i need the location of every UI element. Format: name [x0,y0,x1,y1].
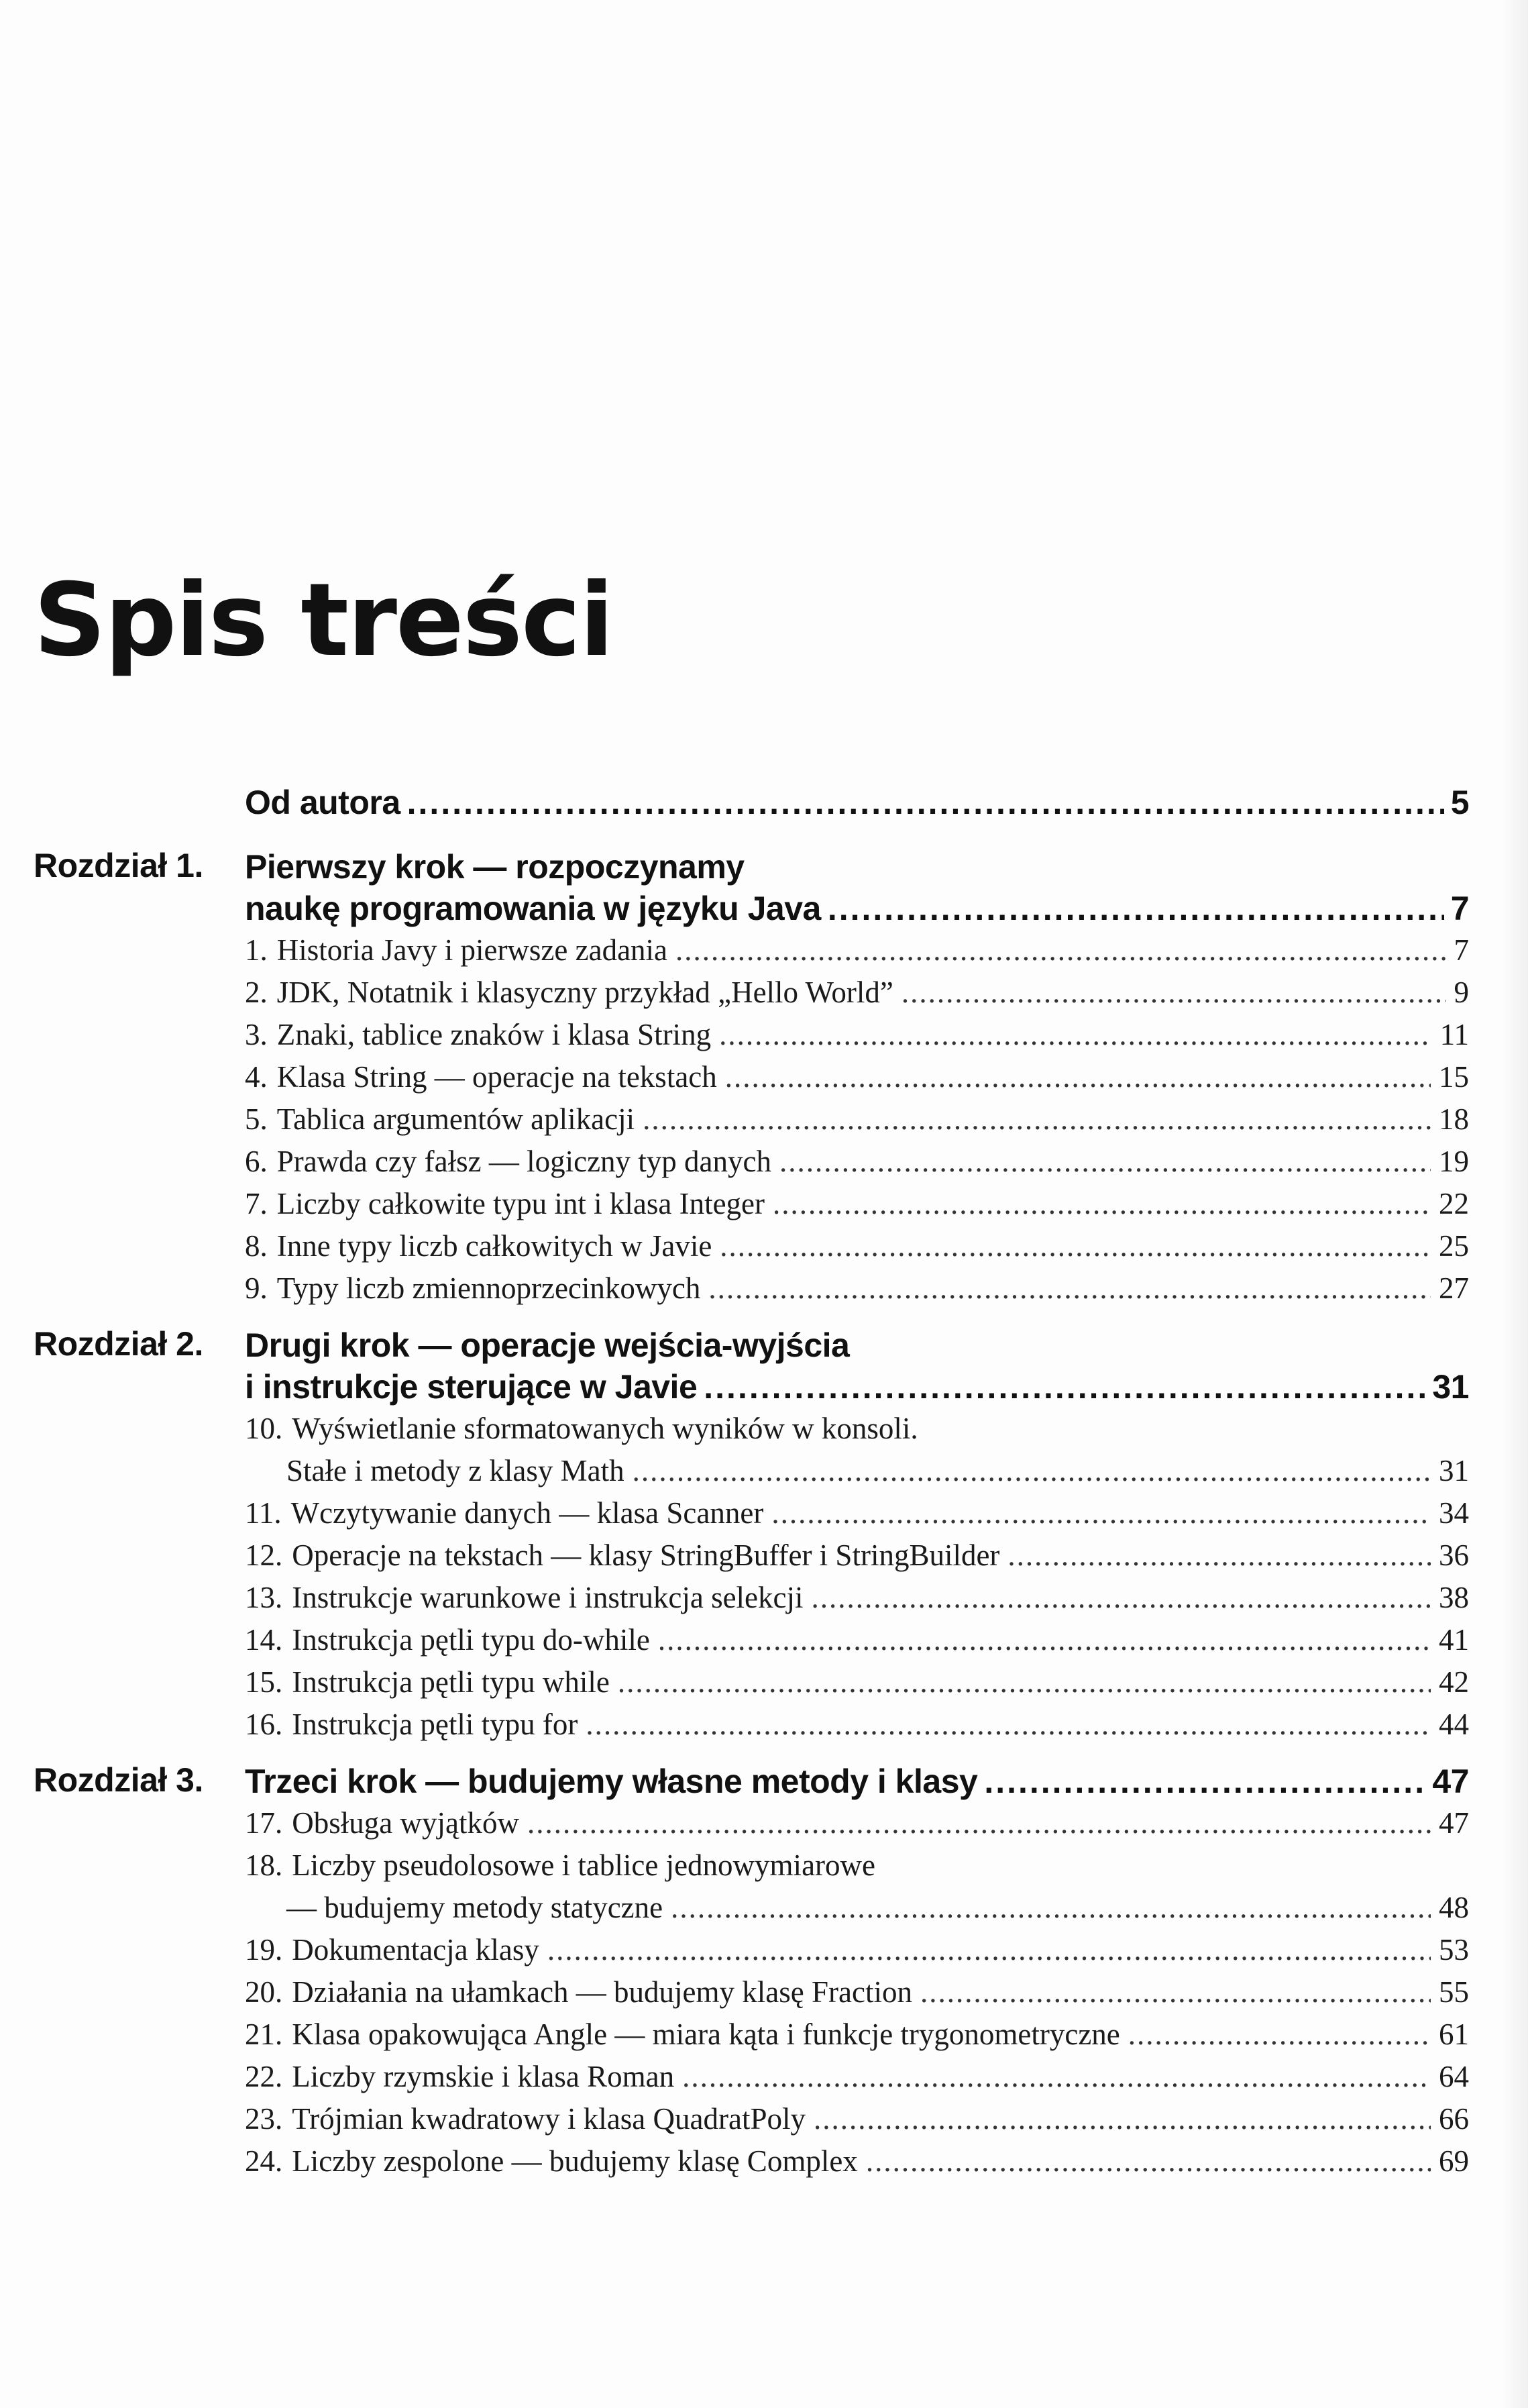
section-title-continued: Stałe i metody z klasy Math [286,1454,624,1487]
leader-dots [658,1619,1431,1661]
section-title: Liczby rzymskie i klasa Roman [292,2060,675,2093]
toc-section-row-continued [27,1887,1469,1929]
section-page: 22 [1439,1187,1469,1220]
section-number: 23. [245,2102,283,2136]
chapter-label: Rozdział 2. [34,1325,203,1363]
section-title: Instrukcje warunkowe i instrukcja selekcji [292,1581,804,1614]
section-page: 42 [1439,1665,1469,1699]
section-title: Obsługa wyjątków [292,1806,519,1840]
chapter-page: 31 [1432,1368,1469,1406]
toc-section-row [245,2140,1469,2183]
section-page: 64 [1439,2060,1469,2093]
section-page: 41 [1439,1623,1469,1657]
chapter-title-line1: Pierwszy krok — rozpoczynamy [245,848,745,886]
section-number: 13. [245,1581,283,1614]
section-number: 11. [245,1496,282,1530]
toc-section-row [245,1704,1469,1746]
toc-section-row [245,972,1469,1014]
section-number: 7. [245,1187,268,1220]
leader-dots [527,1802,1431,1844]
section-number: 9. [245,1271,268,1305]
leader-dots [771,1492,1431,1534]
section-number: 22. [245,2060,283,2093]
toc-section-row [245,1929,1469,1971]
section-title: Operacje na tekstach — klasy StringBuffer i StringBuilder [292,1538,1000,1572]
leader-dots [633,1450,1431,1492]
toc-intro-label: Od autora [245,784,400,821]
section-page: 61 [1439,2018,1469,2051]
chapter-label: Rozdział 3. [34,1761,203,1799]
toc-section-row [245,1056,1469,1098]
toc-section-row [245,2098,1469,2140]
leader-dots [720,1225,1431,1267]
chapter-title-line1: Trzeci krok — budujemy własne metody i klasy [245,1763,978,1800]
page-edge-shadow [1501,0,1528,2408]
toc-section-row [245,2056,1469,2098]
leader-dots [725,1056,1431,1098]
section-page: 19 [1439,1145,1469,1178]
section-title: Wyświetlanie sformatowanych wyników w konsoli. [292,1412,918,1445]
section-title: Klasa String — operacje na tekstach [276,1060,717,1094]
chapter-2-sections [27,1408,1469,1746]
section-title: Inne typy liczb całkowitych w Javie [276,1229,712,1263]
section-title: Historia Javy i pierwsze zadania [276,933,668,967]
toc-section-row [245,1267,1469,1310]
section-title: Liczby pseudolosowe i tablice jednowymiarowe [292,1848,875,1882]
section-page: 48 [1439,1891,1469,1924]
toc-section-row [245,1141,1469,1183]
section-number: 12. [245,1538,283,1572]
toc-section-row-continued [27,1450,1469,1492]
toc-section-row [245,1844,1469,1887]
section-title: Instrukcja pętli typu for [292,1708,578,1741]
section-number: 6. [245,1145,268,1178]
toc-section-row [245,1577,1469,1619]
leader-dots [812,1577,1431,1619]
toc-section-row [245,929,1469,972]
section-number: 4. [245,1060,268,1094]
leader-dots [814,2098,1431,2140]
toc-section-row [245,1492,1469,1534]
toc-section-row [245,1098,1469,1141]
section-page: 9 [1454,976,1469,1009]
section-number: 16. [245,1708,283,1741]
section-title: Wczytywanie danych — klasa Scanner [290,1496,764,1530]
section-number: 15. [245,1665,283,1699]
section-page: 53 [1439,1933,1469,1967]
section-number: 17. [245,1806,283,1840]
chapter-3 [27,1761,1469,2183]
chapter-title-line2: i instrukcje sterujące w Javie [245,1368,698,1406]
leader-dots [1128,2013,1431,2056]
leader-dots [643,1098,1431,1141]
section-page: 31 [1439,1454,1469,1487]
toc-section-row [245,1619,1469,1661]
leader-dots [779,1141,1431,1183]
section-page: 25 [1439,1229,1469,1263]
section-title: Instrukcja pętli typu while [292,1665,610,1699]
section-number: 21. [245,2018,283,2051]
chapter-3-sections [27,1802,1469,2183]
leader-dots [671,1887,1431,1929]
toc-intro-row [27,782,1469,823]
toc-section-row [245,1014,1469,1056]
leader-dots [618,1661,1431,1704]
leader-dots [984,1761,1425,1802]
toc-section-row [245,1408,1469,1450]
section-number: 8. [245,1229,268,1263]
section-page: 47 [1439,1806,1469,1840]
leader-dots [902,972,1446,1014]
section-title: Instrukcja pętli typu do-while [292,1623,650,1657]
section-page: 11 [1439,1018,1469,1051]
chapter-1 [27,846,1469,1310]
section-number: 2. [245,976,268,1009]
toc-intro-page: 5 [1450,784,1469,821]
section-page: 7 [1454,933,1469,967]
chapter-1-sections [27,929,1469,1310]
chapter-2 [27,1324,1469,1746]
section-page: 44 [1439,1708,1469,1741]
section-title: Typy liczb zmiennoprzecinkowych [276,1271,701,1305]
chapter-page: 47 [1432,1763,1469,1800]
leader-dots [708,1267,1431,1310]
section-page: 66 [1439,2102,1469,2136]
section-page: 18 [1439,1102,1469,1136]
section-title-continued: — budujemy metody statyczne [286,1891,663,1924]
leader-dots [866,2140,1431,2183]
section-page: 36 [1439,1538,1469,1572]
table-of-contents [27,782,1469,2183]
section-number: 1. [245,933,268,967]
chapter-title-line2: naukę programowania w języku Java [245,890,821,927]
section-number: 20. [245,1975,283,2009]
toc-section-row [245,1971,1469,2013]
section-page: 69 [1439,2144,1469,2178]
section-page: 55 [1439,1975,1469,2009]
leader-dots [407,782,1444,823]
leader-dots [719,1014,1432,1056]
section-title: Klasa opakowująca Angle — miara kąta i funkcje trygonometryczne [292,2018,1120,2051]
toc-section-row [245,1661,1469,1704]
toc-section-row [245,1534,1469,1577]
section-title: JDK, Notatnik i klasyczny przykład „Hello World” [276,976,893,1009]
section-title: Działania na ułamkach — budujemy klasę Fraction [292,1975,912,2009]
toc-section-row [245,1802,1469,1844]
leader-dots [675,929,1445,972]
section-number: 18. [245,1848,283,1882]
section-title: Tablica argumentów aplikacji [276,1102,635,1136]
section-page: 27 [1439,1271,1469,1305]
toc-section-row [245,2013,1469,2056]
page-title: Spis treści [34,562,613,679]
leader-dots [704,1366,1425,1408]
section-title: Dokumentacja klasy [292,1933,539,1967]
section-number: 24. [245,2144,283,2178]
section-page: 38 [1439,1581,1469,1614]
toc-section-row [245,1225,1469,1267]
section-page: 34 [1439,1496,1469,1530]
section-title: Liczby zespolone — budujemy klasę Complex [292,2144,858,2178]
leader-dots [547,1929,1431,1971]
chapter-title-line1: Drugi krok — operacje wejścia-wyjścia [245,1326,850,1364]
section-number: 3. [245,1018,268,1051]
leader-dots [828,888,1444,929]
chapter-label: Rozdział 1. [34,847,203,884]
section-title: Znaki, tablice znaków i klasa String [276,1018,712,1051]
leader-dots [1007,1534,1431,1577]
leader-dots [682,2056,1431,2098]
section-number: 5. [245,1102,268,1136]
section-page: 15 [1439,1060,1469,1094]
section-title: Liczby całkowite typu int i klasa Integer [276,1187,765,1220]
section-title: Trójmian kwadratowy i klasa QuadratPoly [292,2102,806,2136]
section-number: 14. [245,1623,283,1657]
chapter-page: 7 [1450,890,1469,927]
toc-section-row [245,1183,1469,1225]
section-number: 10. [245,1412,283,1445]
leader-dots [773,1183,1431,1225]
section-number: 19. [245,1933,283,1967]
leader-dots [920,1971,1431,2013]
leader-dots [586,1704,1431,1746]
section-title: Prawda czy fałsz — logiczny typ danych [276,1145,771,1178]
